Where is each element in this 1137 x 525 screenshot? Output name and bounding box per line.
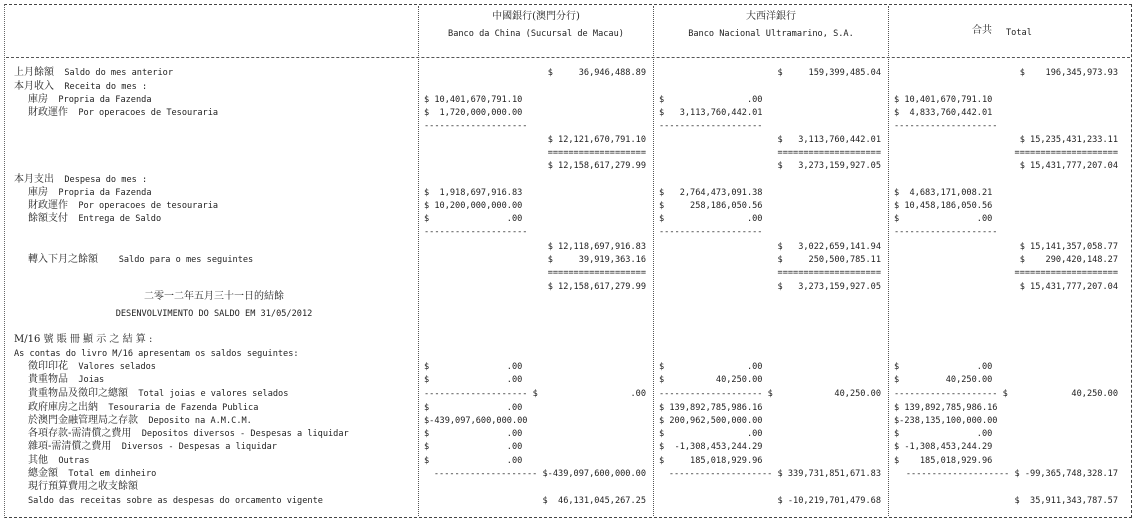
- value-cell: $ 35,911,343,787.57: [1014, 496, 1118, 506]
- label-zh: 轉入下月之餘額: [28, 254, 98, 265]
- col2-title-zh: 大西洋銀行: [746, 11, 796, 22]
- value-cell: $ .00: [424, 442, 523, 452]
- label-pt: Saldo das receitas sobre as despesas do orcamento vigente: [28, 496, 323, 506]
- label-zh: 上月餘額: [14, 67, 54, 78]
- label-pt: Total em dinheiro: [68, 469, 157, 479]
- label-pt: Receita do mes :: [64, 82, 148, 92]
- row-label-budget-pt: [28, 496, 323, 506]
- label-zh: 政府庫房之出納: [28, 402, 98, 413]
- label-zh: 貴重物品: [28, 374, 68, 385]
- value-cell: $ -10,219,701,479.68: [777, 496, 881, 506]
- value-cell: $ .00: [894, 429, 993, 439]
- equals-line: ===================: [547, 148, 646, 158]
- value-cell: $ -1,308,453,244.29: [659, 442, 763, 452]
- col3-title-zh: 合共: [972, 25, 992, 36]
- row-label-operations: [28, 108, 218, 118]
- value-cell: $ 10,401,670,791.10: [424, 95, 523, 105]
- development-title-pt: DESENVOLVIMENTO DO SALDO EM 31/05/2012: [115, 309, 313, 319]
- dash-line: -------------------- $: [424, 389, 538, 399]
- row-label-amcm: [28, 416, 252, 426]
- value-cell: $ 4,833,760,442.01: [894, 108, 993, 118]
- label-pt: Deposito na A.M.C.M.: [148, 416, 252, 426]
- value-cell: $ 15,141,357,058.77: [1019, 242, 1118, 252]
- value-cell: $ .00: [894, 362, 993, 372]
- dash-line: --------------------: [894, 227, 998, 237]
- value-cell: 40,250.00: [834, 389, 881, 399]
- value-cell: $ 39,919,363.16: [547, 255, 646, 265]
- row-label-public-treasury: [28, 403, 258, 413]
- value-cell: $ .00: [424, 214, 523, 224]
- value-cell: $ 3,113,760,442.01: [777, 135, 881, 145]
- value-cell: $ 290,420,148.27: [1019, 255, 1118, 265]
- label-pt: Por operacoes de Tesouraria: [78, 108, 219, 118]
- row-label-balance-delivery: [28, 214, 161, 224]
- value-cell: $ .00: [659, 95, 763, 105]
- value-cell: $ 12,121,670,791.10: [547, 135, 646, 145]
- label-zh: 庫房: [28, 187, 48, 198]
- row-label-jewels: [28, 375, 104, 385]
- value-cell: $ 3,022,659,141.94: [777, 242, 881, 252]
- value-cell: $ .00: [894, 214, 993, 224]
- m16-subtitle: [14, 349, 299, 359]
- value-cell: .00: [630, 389, 646, 399]
- row-label-jewels-total: [28, 389, 288, 399]
- value-cell: $-238,135,100,000.00: [894, 416, 998, 426]
- label-zh: 財政運作: [28, 200, 68, 211]
- label-zh: M/16 號 賬 冊 顯 示 之 結 算 :: [14, 334, 153, 345]
- label-pt: Propria da Fazenda: [58, 188, 152, 198]
- value-cell: $ 15,235,431,233.11: [1019, 135, 1118, 145]
- value-cell: $ 1,720,000,000.00: [424, 108, 523, 118]
- label-pt: Despesa do mes :: [64, 175, 148, 185]
- column-divider: [888, 6, 889, 516]
- value-cell: $ .00: [424, 429, 523, 439]
- value-cell: $ 46,131,045,267.25: [542, 496, 646, 506]
- row-label-next-month: [28, 255, 253, 265]
- col3-title-pt: Total: [1006, 28, 1032, 38]
- value-cell: $ .00: [659, 362, 763, 372]
- value-cell: $ 2,764,473,091.38: [659, 188, 763, 198]
- dash-line: --------------------: [424, 121, 528, 131]
- row-label-others: [28, 456, 89, 466]
- row-label-stamps: [28, 362, 156, 372]
- m16-title: [14, 335, 152, 345]
- label-pt: Diversos - Despesas a liquidar: [121, 442, 277, 452]
- value-cell: $ 139,892,785,986.16: [659, 403, 763, 413]
- label-pt: Outras: [58, 456, 90, 466]
- row-label-receipts: [14, 82, 147, 92]
- row-label-operations-exp: [28, 201, 218, 211]
- label-zh: 於澳門金融管理局之存款: [28, 415, 138, 426]
- development-title-zh: 二零一二年五月三十一日的結餘: [144, 291, 284, 302]
- value-cell: $ -1,308,453,244.29: [894, 442, 993, 452]
- value-cell: $ 3,113,760,442.01: [659, 108, 763, 118]
- label-zh: 徵印印花: [28, 361, 68, 372]
- value-cell: $ 15,431,777,207.04: [1019, 282, 1118, 292]
- label-zh: 財政運作: [28, 107, 68, 118]
- label-pt: Propria da Fazenda: [58, 95, 152, 105]
- label-pt: Depositos diversos - Despesas a liquidar: [141, 429, 349, 439]
- label-pt: Por operacoes de tesouraria: [78, 201, 219, 211]
- row-label-cash-total: [28, 469, 156, 479]
- value-cell: $ 3,273,159,927.05: [777, 161, 881, 171]
- equals-line: ====================: [777, 148, 881, 158]
- value-cell: $ .00: [424, 403, 523, 413]
- equals-line: ====================: [777, 268, 881, 278]
- value-cell: $ 36,946,488.89: [547, 68, 646, 78]
- value-cell: -------------------- $-439,097,600,000.00: [433, 469, 646, 479]
- value-cell: $ .00: [659, 214, 763, 224]
- label-zh: 各項存款-需清償之費用: [28, 428, 132, 439]
- column-divider: [653, 6, 654, 516]
- value-cell: $ .00: [659, 429, 763, 439]
- label-zh: 本月收入: [14, 81, 54, 92]
- value-cell: $ 258,186,050.56: [659, 201, 763, 211]
- equals-line: ===================: [547, 268, 646, 278]
- label-zh: 庫房: [28, 94, 48, 105]
- value-cell: -------------------- $ -99,365,748,328.17: [905, 469, 1118, 479]
- value-cell: $ .00: [424, 362, 523, 372]
- value-cell: $ 10,200,000,000.00: [424, 201, 523, 211]
- value-cell: $ .00: [424, 456, 523, 466]
- value-cell: $ 15,431,777,207.04: [1019, 161, 1118, 171]
- row-label-expenses: [14, 175, 147, 185]
- dash-line: -------------------- $: [659, 389, 773, 399]
- equals-line: ====================: [1014, 148, 1118, 158]
- value-cell: $ 196,345,973.93: [1019, 68, 1118, 78]
- label-pt: Entrega de Saldo: [78, 214, 162, 224]
- value-cell: $ 200,962,500,000.00: [659, 416, 763, 426]
- label-pt: Valores selados: [78, 362, 156, 372]
- label-zh: 總金額: [28, 468, 58, 479]
- value-cell: $ 40,250.00: [894, 375, 993, 385]
- value-cell: $ 159,399,485.04: [777, 68, 881, 78]
- label-pt: Tesouraria de Fazenda Publica: [108, 403, 259, 413]
- dash-line: --------------------: [659, 121, 763, 131]
- label-zh: 其他: [28, 455, 48, 466]
- value-cell: $ 12,118,697,916.83: [547, 242, 646, 252]
- value-cell: $ 12,158,617,279.99: [547, 282, 646, 292]
- value-cell: $ 3,273,159,927.05: [777, 282, 881, 292]
- row-label-deposits: [28, 429, 349, 439]
- label-zh: 餘額支付: [28, 213, 68, 224]
- row-label-prev: [14, 68, 173, 78]
- dash-line: --------------------: [894, 121, 998, 131]
- column-divider: [418, 6, 419, 516]
- value-cell: $ 185,018,929.96: [894, 456, 993, 466]
- dash-line: -------------------- $: [894, 389, 1008, 399]
- value-cell: $ 185,018,929.96: [659, 456, 763, 466]
- label-pt: As contas do livro M/16 apresentam os saldos seguintes:: [14, 349, 299, 359]
- value-cell: $ 1,918,697,916.83: [424, 188, 523, 198]
- label-pt: Total joias e valores selados: [138, 389, 289, 399]
- col1-title-pt: Banco da China (Sucursal de Macau): [448, 29, 624, 39]
- value-cell: $ 12,158,617,279.99: [547, 161, 646, 171]
- row-label-misc: [28, 442, 277, 452]
- value-cell: $ 10,458,186,050.56: [894, 201, 993, 211]
- value-cell: -------------------- $ 339,731,851,671.83: [668, 469, 881, 479]
- value-cell: $ .00: [424, 375, 523, 385]
- value-cell: $ 250,500,785.11: [777, 255, 881, 265]
- label-zh: 雜項-需清償之費用: [28, 441, 112, 452]
- value-cell: $ 139,892,785,986.16: [894, 403, 998, 413]
- row-label-budget: [28, 482, 138, 492]
- label-zh: 本月支出: [14, 174, 54, 185]
- value-cell: $ 40,250.00: [659, 375, 763, 385]
- label-pt: Joias: [78, 375, 105, 385]
- value-cell: 40,250.00: [1071, 389, 1118, 399]
- dash-line: --------------------: [659, 227, 763, 237]
- value-cell: $ 10,401,670,791.10: [894, 95, 993, 105]
- equals-line: ====================: [1014, 268, 1118, 278]
- label-pt: Saldo para o mes seguintes: [118, 255, 254, 265]
- dash-line: --------------------: [424, 227, 528, 237]
- value-cell: $-439,097,600,000.00: [424, 416, 528, 426]
- label-zh: 貴重物品及徵印之總額: [28, 388, 128, 399]
- label-pt: Saldo do mes anterior: [64, 68, 174, 78]
- header-divider: [6, 57, 1130, 58]
- label-zh: 現行預算費用之收支餘額: [28, 481, 138, 492]
- value-cell: $ 4,683,171,008.21: [894, 188, 993, 198]
- col1-title-zh: 中國銀行(澳門分行): [492, 11, 580, 22]
- col2-title-pt: Banco Nacional Ultramarino, S.A.: [688, 29, 854, 39]
- row-label-treasury-exp: [28, 188, 152, 198]
- row-label-treasury: [28, 95, 152, 105]
